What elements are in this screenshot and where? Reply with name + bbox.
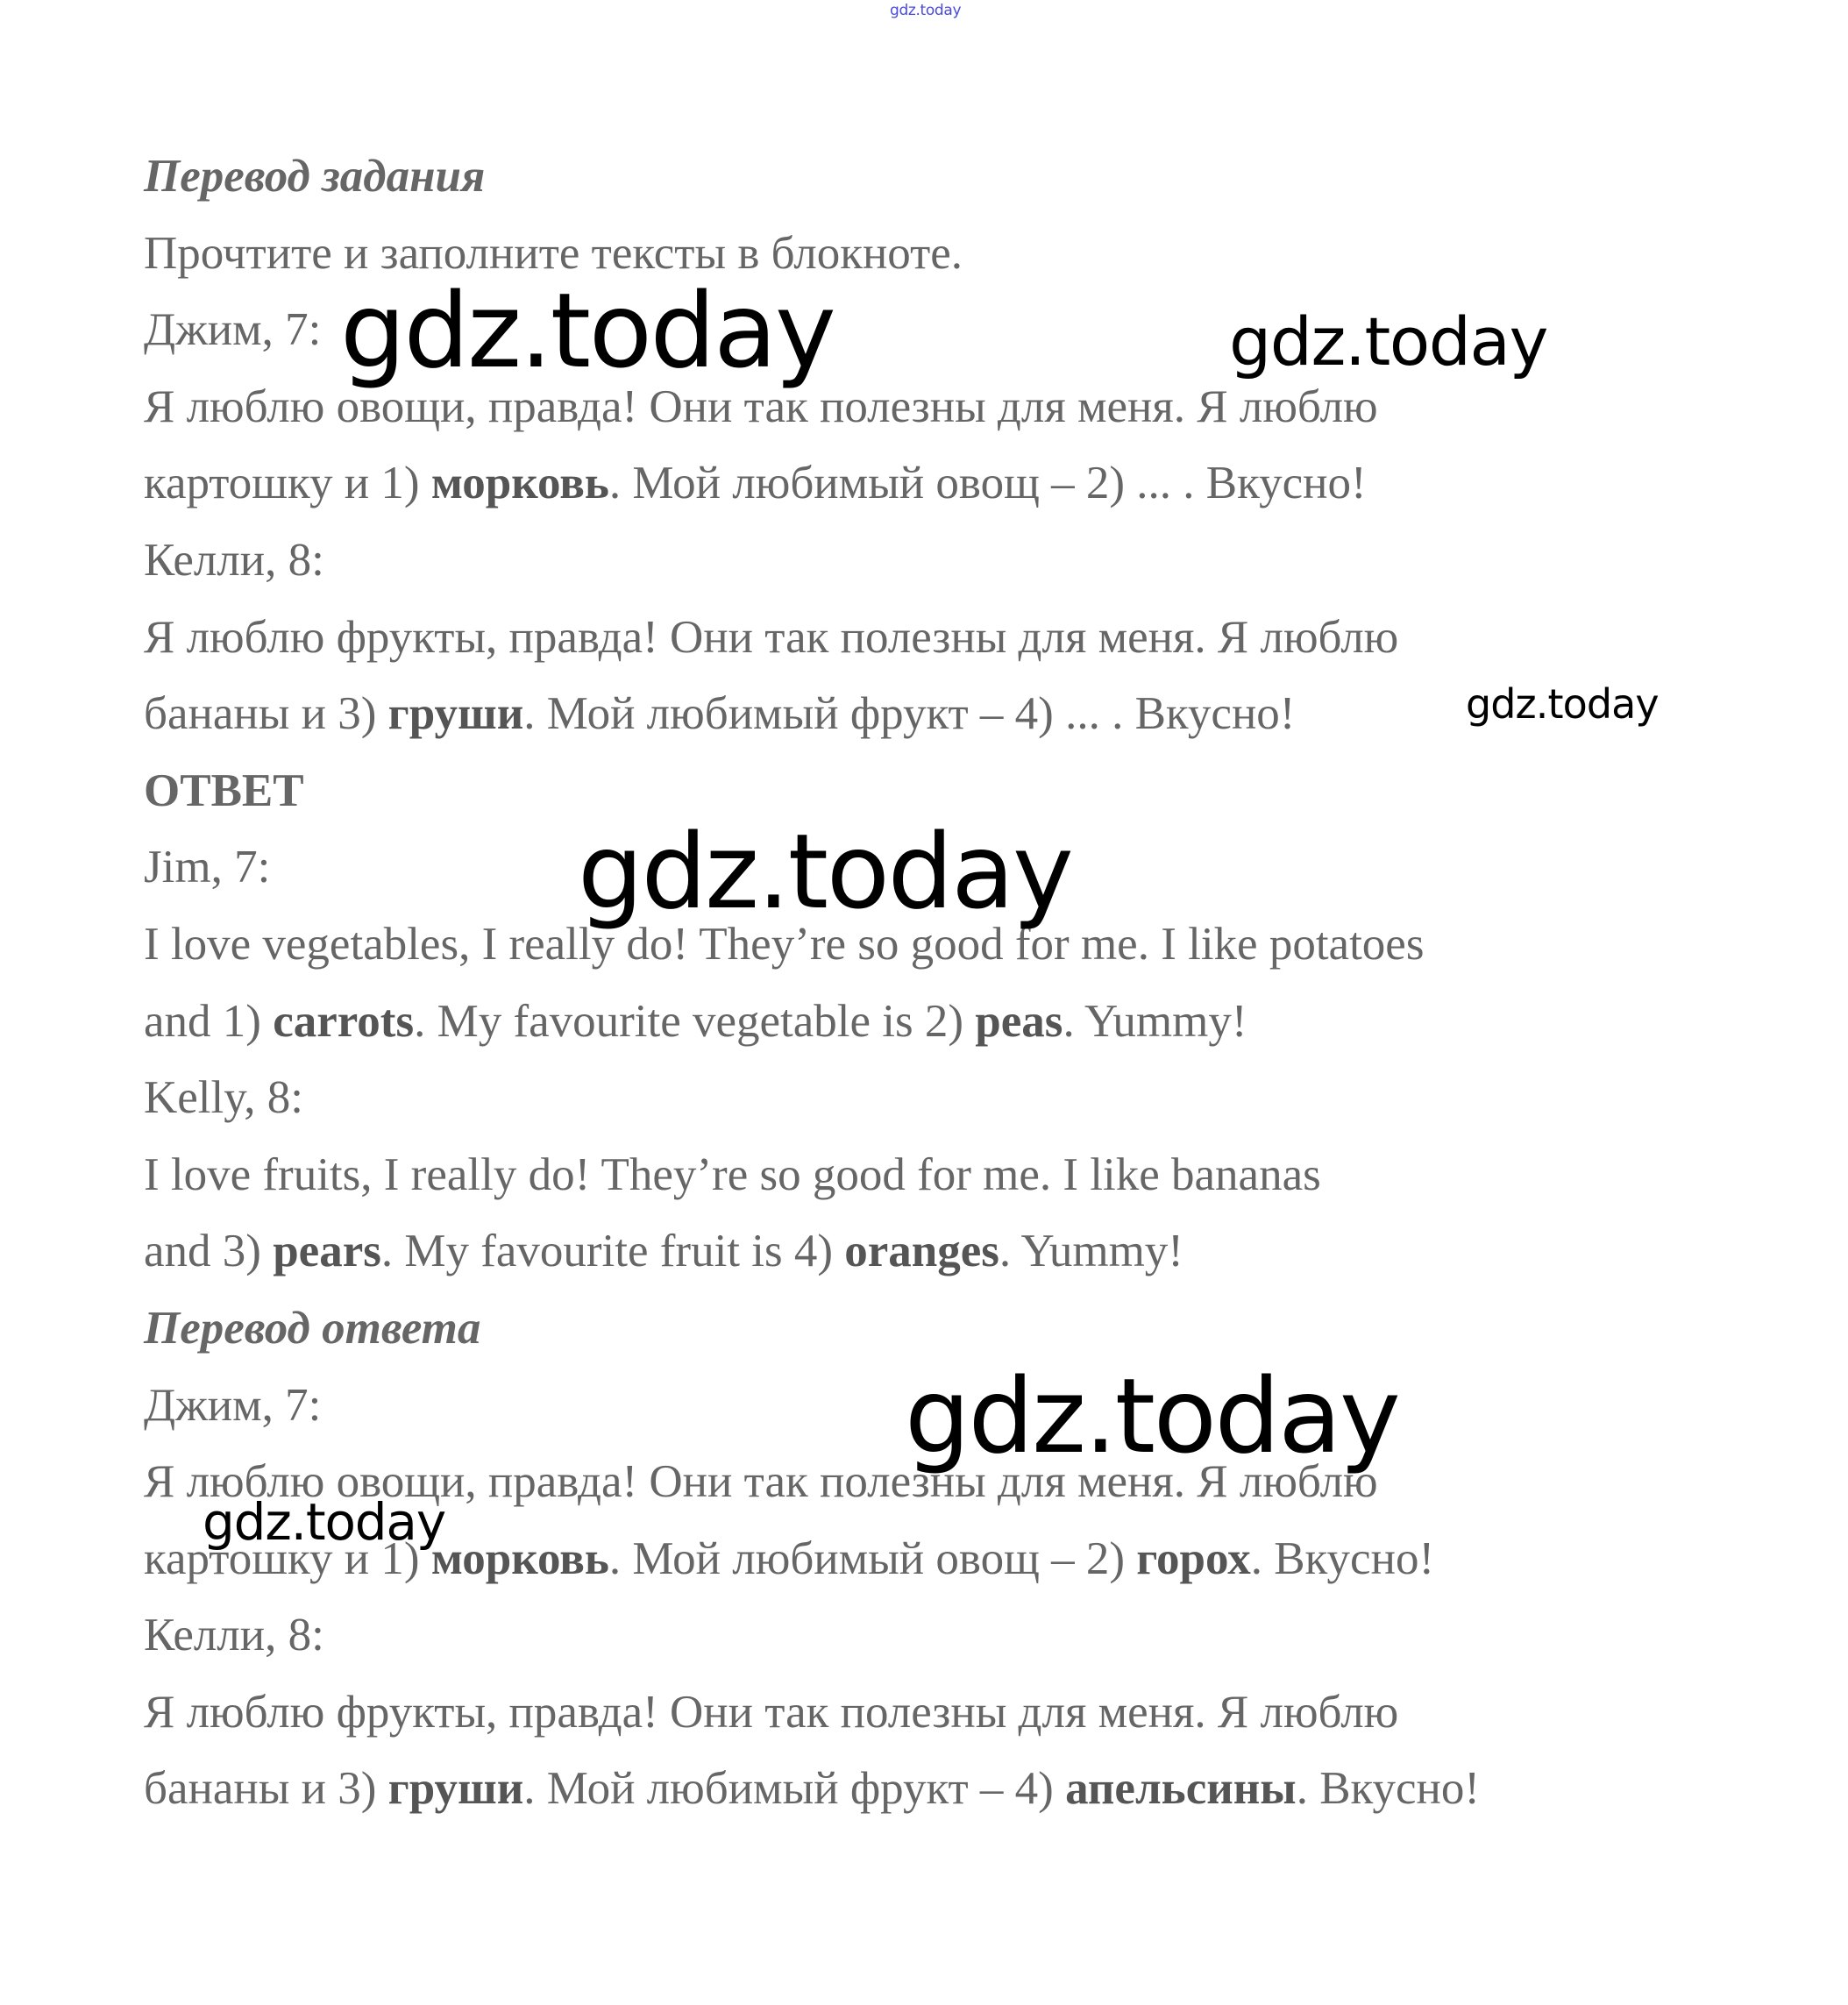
text-segment: Я люблю овощи, правда! Они так полезны для меня. Я люблю [144,1456,1378,1508]
answer-word: peas [975,995,1063,1047]
text-segment: . Мой любимый фрукт – 4) ... . Вкусно! [523,688,1296,740]
text-line [144,600,1480,677]
text-segment: картошку и 1) [144,1532,431,1584]
text-line [144,1751,1480,1828]
text-line [144,523,1480,600]
text-line [144,1060,1480,1137]
text-segment: I love fruits, I really do! They’re so good for me. I like bananas [144,1148,1321,1200]
text-segment: . Вкусно! [1296,1763,1481,1815]
document-body [144,139,1480,1828]
text-segment: . My favourite vegetable is 2) [414,995,976,1047]
text-line [144,445,1480,523]
answer-word: морковь [430,458,609,509]
text-line [144,984,1480,1061]
answer-word: oranges [844,1226,999,1277]
text-segment: Jim, 7: [144,842,271,893]
answer-word: груши [387,1763,524,1815]
text-segment: Келли, 8: [144,1610,324,1661]
text-segment: Джим, 7: [144,1379,322,1431]
answer-word: горох [1136,1532,1251,1584]
text-segment: бананы и 3) [144,688,388,740]
text-line [144,1137,1480,1214]
watermark: gdz.today [1229,302,1547,380]
text-segment: Перевод задания [144,151,486,202]
text-segment: . Мой любимый фрукт – 4) [523,1763,1066,1815]
text-segment: Келли, 8: [144,534,324,586]
text-segment: . Мой любимый овощ – 2) [608,1532,1137,1584]
text-segment: and 1) [144,995,274,1047]
text-line [144,1597,1480,1674]
text-segment: Джим, 7: [144,304,322,356]
watermark: gdz.today [905,1355,1399,1476]
answer-word: морковь [430,1532,609,1584]
text-segment: Я люблю фрукты, правда! Они так полезны для меня. Я люблю [144,1686,1399,1738]
text-segment: . Вкусно! [1250,1532,1435,1584]
text-segment: Перевод ответа [144,1302,481,1354]
answer-word: carrots [273,995,415,1047]
text-segment: Прочтите и заполните тексты в блокноте. [144,227,963,279]
answer-word: груши [387,688,524,740]
text-segment: картошку и 1) [144,458,431,509]
text-segment: . My favourite fruit is 4) [380,1226,845,1277]
text-segment: . Мой любимый овощ – 2) ... . Вкусно! [608,458,1367,509]
section-heading [144,139,1480,216]
answer-word: апельсины [1065,1763,1297,1815]
text-segment: . Yummy! [1063,995,1247,1047]
text-segment: and 3) [144,1226,274,1277]
text-line [144,1674,1480,1752]
text-segment: . Yummy! [999,1226,1183,1277]
watermark: gdz.today [1466,680,1659,728]
text-line [144,1213,1480,1290]
text-segment: бананы и 3) [144,1763,388,1815]
text-segment: Я люблю овощи, правда! Они так полезны для меня. Я люблю [144,380,1378,432]
answer-word: pears [273,1226,381,1277]
text-line [144,676,1480,753]
watermark: gdz.today [578,811,1072,932]
text-segment: Я люблю фрукты, правда! Они так полезны для меня. Я люблю [144,611,1399,663]
watermark: gdz.today [203,1492,445,1552]
text-segment: Kelly, 8: [144,1072,304,1124]
text-segment: I love vegetables, I really do! They’re so good for me. I like potatoes [144,918,1425,970]
watermark-top: gdz.today [890,2,962,19]
text-segment: ОТВЕТ [144,764,304,816]
watermark: gdz.today [340,270,835,391]
